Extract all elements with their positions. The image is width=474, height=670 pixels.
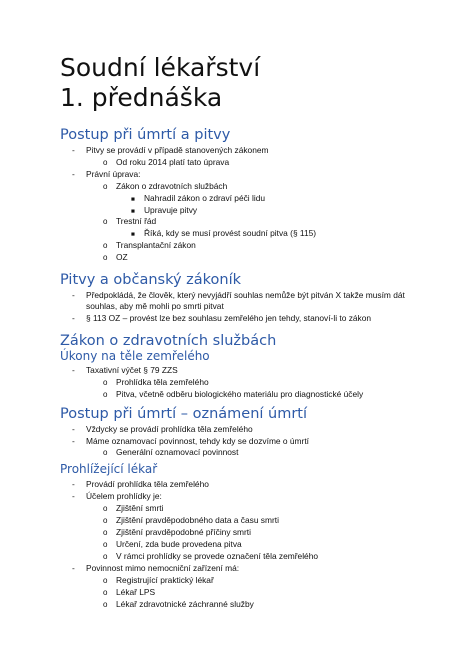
bullet-square: ■ <box>131 208 135 215</box>
bullet-circle: o <box>103 540 108 549</box>
section-heading: Zákon o zdravotních službách <box>60 333 277 349</box>
bullet-circle: o <box>103 528 108 537</box>
list-item-text: Máme oznamovací povinnost, tehdy kdy se dozvíme o úmrtí <box>86 436 309 446</box>
section-heading: Pitvy a občanský zákoník <box>60 272 242 288</box>
bullet-circle: o <box>103 253 108 262</box>
bullet-dash: - <box>72 436 75 446</box>
bullet-dash: - <box>72 365 75 375</box>
list-item-text: Říká, kdy se musí provést soudní pitva (§ 115) <box>144 228 317 238</box>
bullet-dash: - <box>72 145 75 155</box>
bullet-dash: - <box>72 563 75 573</box>
list-item-text: Povinnost mimo nemocniční zařízení má: <box>86 563 240 573</box>
list-item-text: Zjištění pravděpodobného data a času smrti <box>116 515 279 525</box>
bullet-dash: - <box>72 479 75 489</box>
list-item-text: Generální oznamovací povinnost <box>116 447 239 457</box>
bullet-circle: o <box>103 504 108 513</box>
list-item-text: Transplantační zákon <box>116 240 196 250</box>
bullet-dash: - <box>72 313 75 323</box>
bullet-dash: - <box>72 290 75 300</box>
subsection-heading: Prohlížející lékař <box>60 462 158 476</box>
bullet-circle: o <box>103 448 108 457</box>
bullet-circle: o <box>103 217 108 226</box>
list-item-text: V rámci prohlídky se provede označení těla zemřelého <box>116 551 319 561</box>
bullet-dash: - <box>72 169 75 179</box>
list-item-text: Zjištění pravděpodobné příčiny smrti <box>116 527 251 537</box>
list-item-text: Prohlídka těla zemřelého <box>116 377 209 387</box>
list-item-text: Provádí prohlídka těla zemřelého <box>86 479 209 489</box>
document-subtitle: 1. přednáška <box>60 83 223 112</box>
list-item-text: Zjištění smrti <box>116 503 164 513</box>
list-item-text: § 113 OZ – provést lze bez souhlasu zemřelého jen tehdy, stanoví-li to zákon <box>86 313 372 323</box>
list-item-text: Lékař zdravotnické záchranné služby <box>116 599 254 609</box>
list-item-text: Lékař LPS <box>116 587 156 597</box>
bullet-circle: o <box>103 600 108 609</box>
bullet-circle: o <box>103 182 108 191</box>
list-item-text: Nahradil zákon o zdraví péči lidu <box>144 193 266 203</box>
bullet-dash: - <box>72 424 75 434</box>
bullet-circle: o <box>103 552 108 561</box>
list-item-text: Od roku 2014 platí tato úprava <box>116 157 230 167</box>
bullet-square: ■ <box>131 231 135 238</box>
bullet-circle: o <box>103 158 108 167</box>
bullet-circle: o <box>103 516 108 525</box>
list-item-text: Trestní řád <box>116 216 157 226</box>
section-heading: Postup při úmrtí – oznámení úmrtí <box>60 406 308 422</box>
bullet-circle: o <box>103 576 108 585</box>
list-item-text: souhlas, aby mě mohli po smrti pitvat <box>86 301 224 311</box>
list-item-text: Zákon o zdravotních službách <box>116 181 228 191</box>
list-item-text: Pitvy se provádí v případě stanovených zákonem <box>86 145 269 155</box>
bullet-circle: o <box>103 378 108 387</box>
document-title: Soudní lékařství <box>60 53 261 82</box>
list-item-text: Registrující praktický lékař <box>116 575 214 585</box>
list-item-text: Pitva, včetně odběru biologického materiálu pro diagnostické účely <box>116 389 364 399</box>
list-item-text: Upravuje pitvy <box>144 205 198 215</box>
bullet-square: ■ <box>131 196 135 203</box>
section-heading: Postup při úmrtí a pitvy <box>60 127 231 143</box>
list-item-text: OZ <box>116 252 128 262</box>
bullet-circle: o <box>103 588 108 597</box>
list-item-text: Určení, zda bude provedena pitva <box>116 539 242 549</box>
subsection-heading: Úkony na těle zemřelého <box>60 349 210 363</box>
list-item-text: Právní úprava: <box>86 169 141 179</box>
list-item-text: Předpokládá, že člověk, který nevyjádří souhlas nemůže být pitván X takže musím dát <box>86 290 405 300</box>
list-item-text: Účelem prohlídky je: <box>86 491 162 501</box>
bullet-circle: o <box>103 241 108 250</box>
bullet-dash: - <box>72 491 75 501</box>
list-item-text: Vždycky se provádí prohlídka těla zemřelého <box>86 424 253 434</box>
list-item-text: Taxativní výčet § 79 ZZS <box>86 365 178 375</box>
bullet-circle: o <box>103 390 108 399</box>
